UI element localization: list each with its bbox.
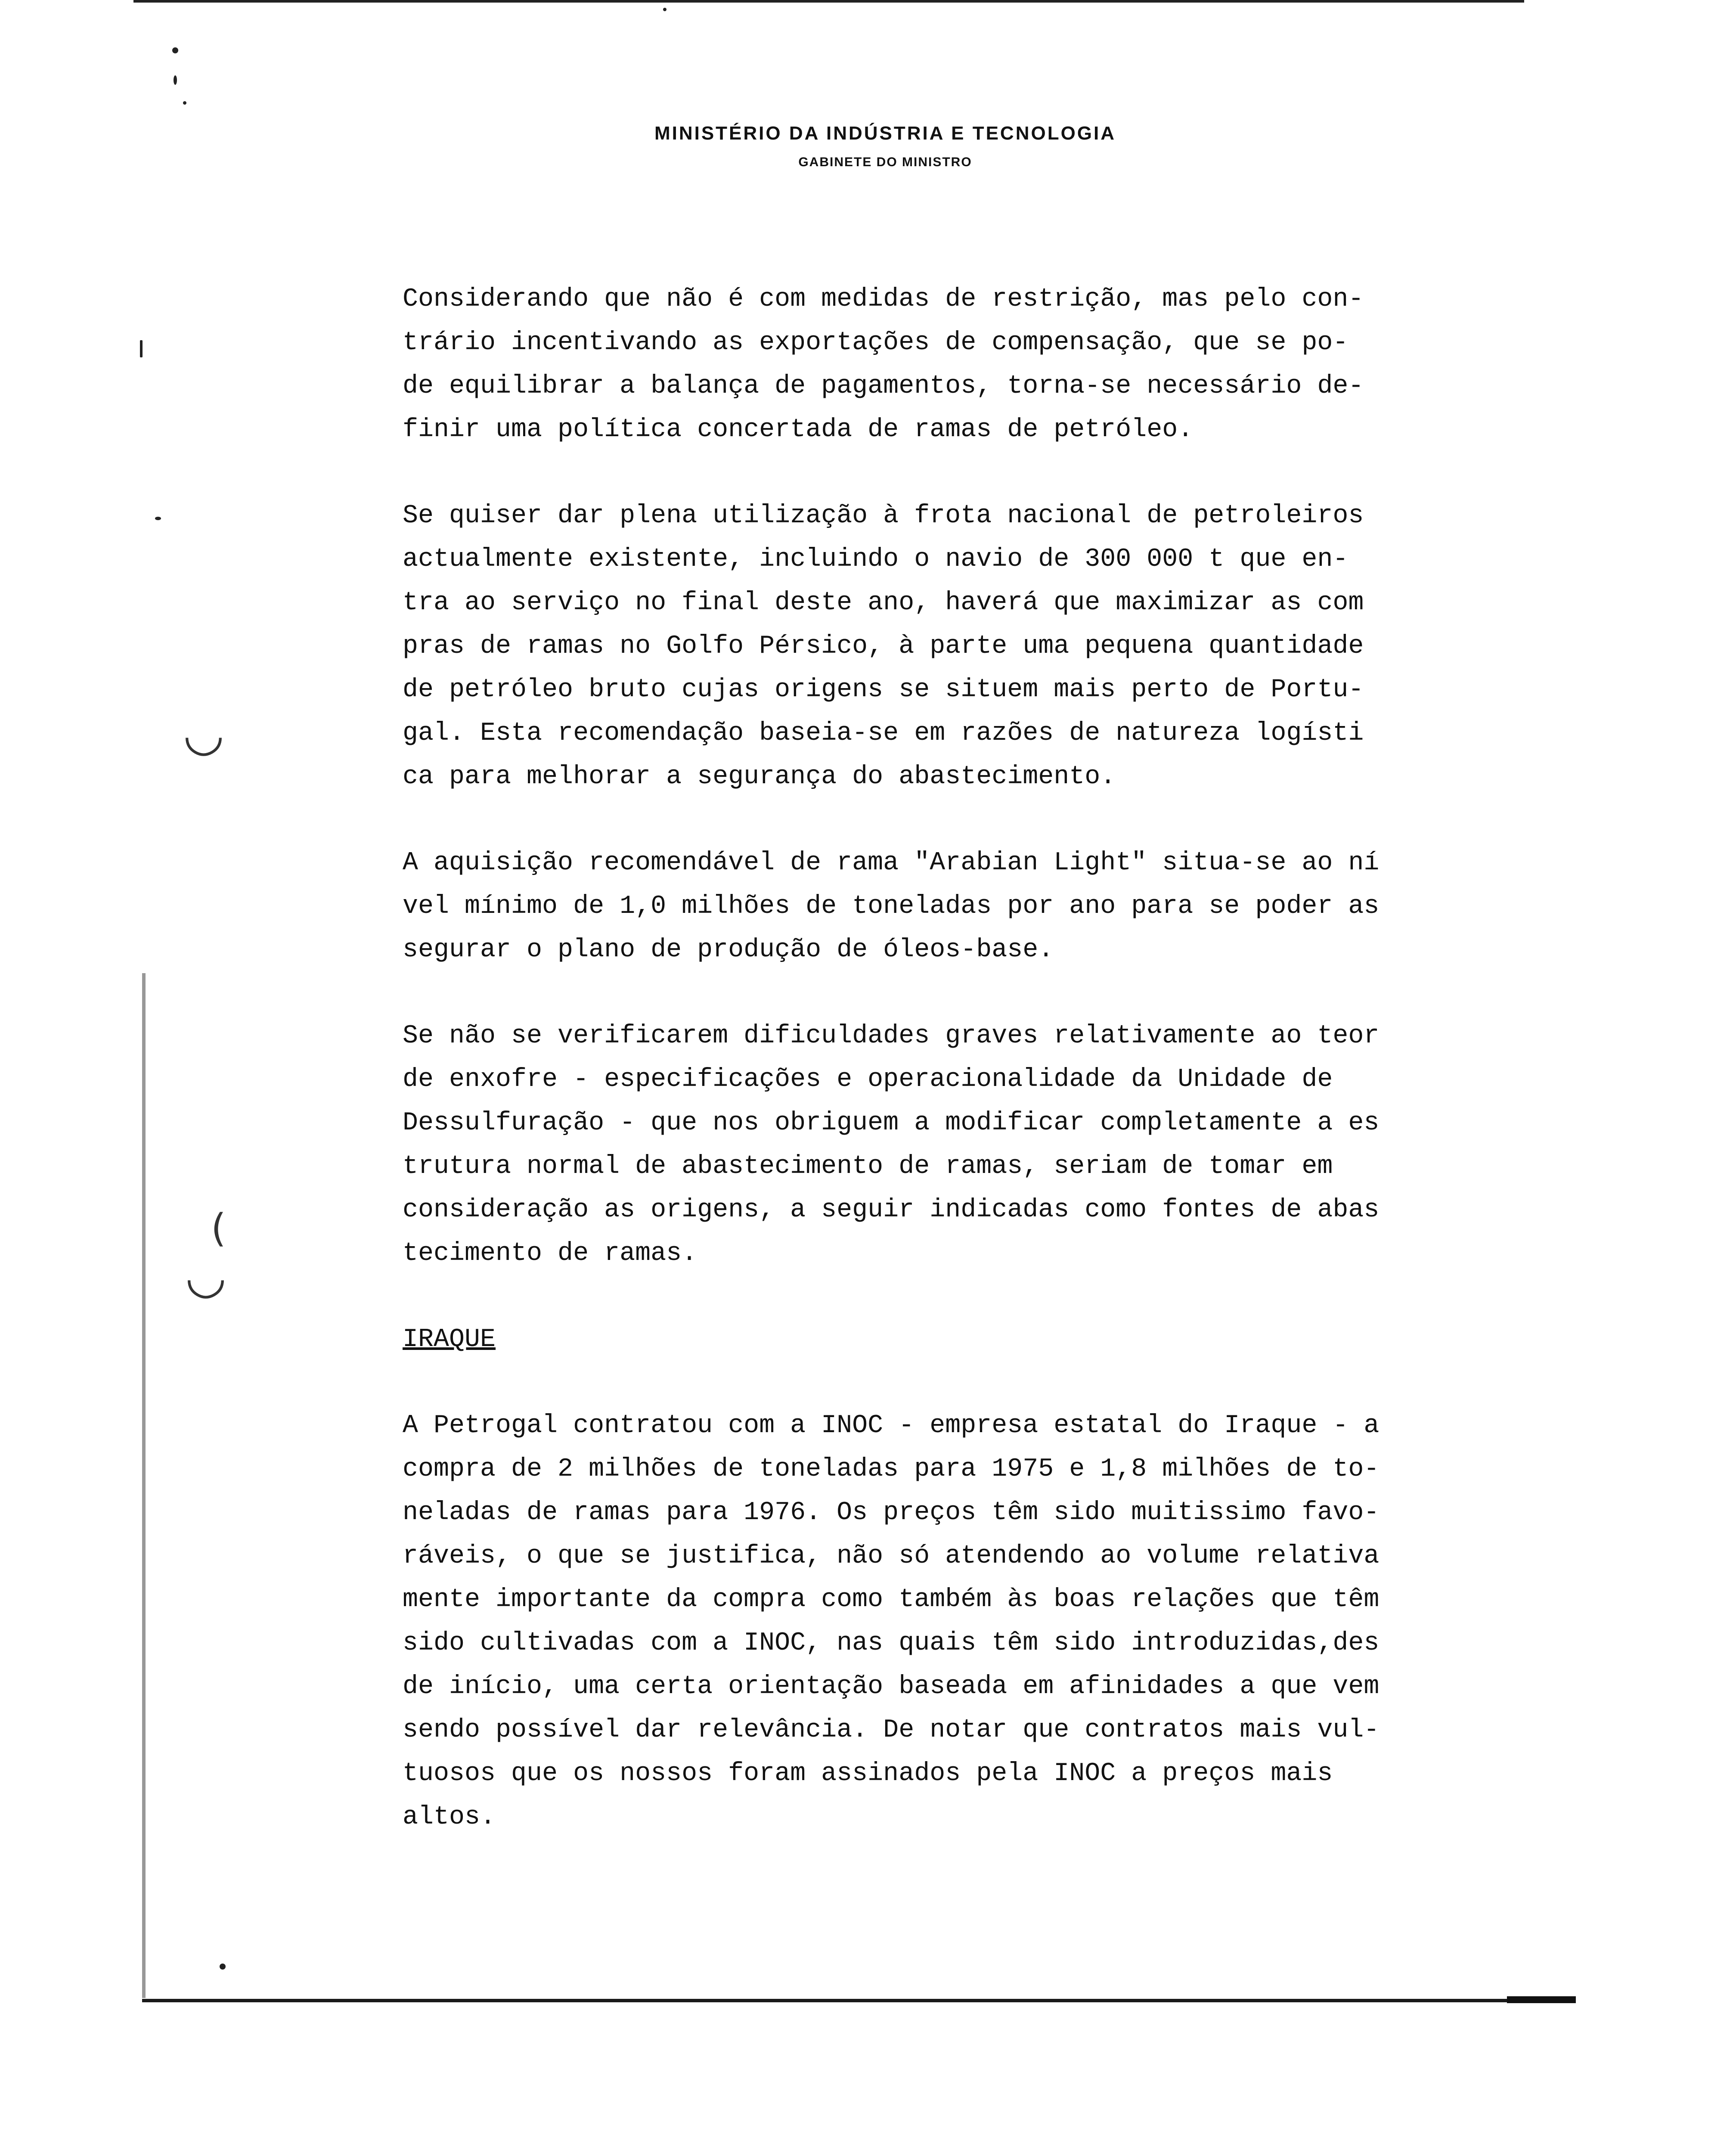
letterhead-cabinet: GABINETE DO MINISTRO [798, 155, 972, 169]
document-body [403, 278, 1505, 1882]
scan-bottom-rule [142, 1999, 1576, 2002]
scan-speck [140, 340, 143, 357]
paragraph: Se quiser dar plena utilização à frota nacional de petroleiros actualmente existente, incluindo o navio de 300 000 t que en- tra ao serviço no final deste ano, haverá que maximizar as com pras de ramas no Golfo Pérsico, à parte uma pequena quantidade de petróleo bruto cujas origens se situem mais perto de Portu- gal. Esta recomendação baseia-se em razões de natureza logísti ca para melhorar a segurança do abastecimento. [403, 501, 1364, 791]
scan-mark: ◡ [183, 706, 224, 761]
scan-speck [183, 101, 186, 105]
scan-speck [174, 75, 177, 85]
paragraph: A aquisição recomendável de rama "Arabian Light" situa-se ao ní vel mínimo de 1,0 milhões de toneladas por ano para se poder as segurar o plano de produção de óleos-base. [403, 848, 1380, 965]
paragraph: Se não se verificarem dificuldades graves relativamente ao teor de enxofre - especificações e operacionalidade da Unidade de Dessulfuração - que nos obriguem a modificar completamente a es trutura normal de abastecimento de ramas, seriam de tomar em consideração as origens, a seguir indicadas como fontes de abas tecimento de ramas. [403, 1021, 1380, 1268]
scan-speck [155, 517, 161, 520]
letterhead-ministry: MINISTÉRIO DA INDÚSTRIA E TECNOLOGIA [654, 123, 1116, 144]
section-heading: IRAQUE [403, 1325, 496, 1354]
scan-mark: ◡ [185, 1249, 226, 1304]
scan-top-edge [133, 0, 1524, 3]
scan-speck [172, 47, 178, 53]
section-paragraph: A Petrogal contratou com a INOC - empresa estatal do Iraque - a compra de 2 milhões de toneladas para 1975 e 1,8 milhões de to- neladas de ramas para 1976. Os preços têm sido muitissimo favo- ráveis, o que se justifica, não só atendendo ao volume relativa mente importante da compra como também às boas relações que têm sido cultivadas com a INOC, nas quais têm sido introduzidas,des de início, uma certa orientação baseada em afinidades a que vem sendo possível dar relevância. De notar que contratos mais vul- tuosos que os nossos foram assinados pela INOC a preços mais altos. [403, 1411, 1380, 1832]
scan-bottom-rule-end [1507, 1996, 1576, 2003]
paragraph: Considerando que não é com medidas de restrição, mas pelo con- trário incentivando as exportações de compensação, que se po- de equilibrar a balança de pagamentos, torna-se necessário de- finir uma política concertada de ramas de petróleo. [403, 285, 1364, 444]
scan-left-margin-shadow [142, 973, 146, 1998]
scan-speck [220, 1964, 226, 1970]
scan-speck [663, 8, 666, 11]
scan-mark: ( [211, 1206, 226, 1251]
